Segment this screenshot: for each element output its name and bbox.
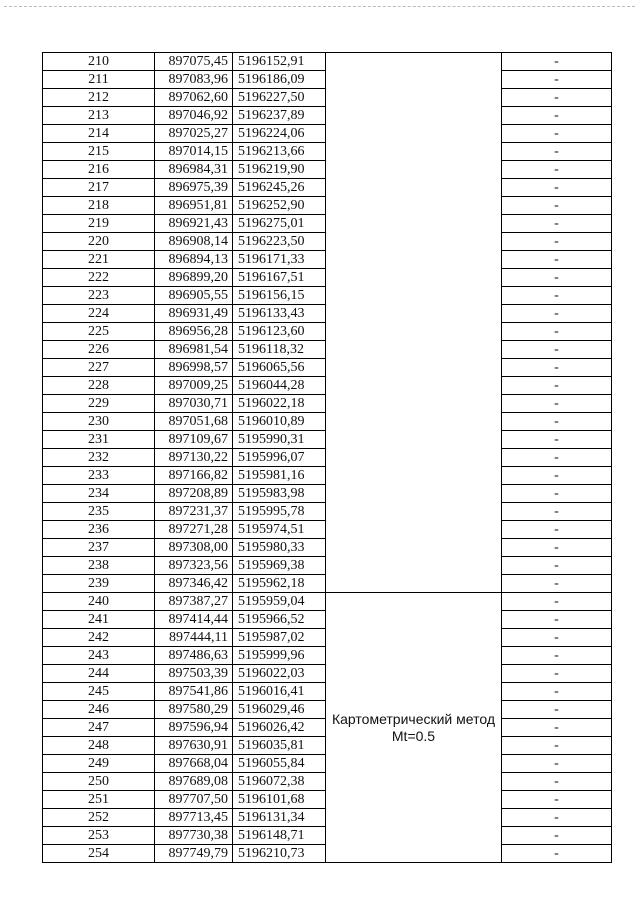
coordinate-y: 5196156,15 <box>233 287 326 305</box>
note-cell: - <box>502 557 612 575</box>
note-cell: - <box>502 737 612 755</box>
coordinate-x: 896975,39 <box>155 179 233 197</box>
point-number: 221 <box>43 251 155 269</box>
note-cell: - <box>502 269 612 287</box>
point-number: 225 <box>43 323 155 341</box>
coordinate-y: 5196213,66 <box>233 143 326 161</box>
note-cell: - <box>502 701 612 719</box>
point-number: 220 <box>43 233 155 251</box>
coordinate-x: 897075,45 <box>155 53 233 71</box>
coordinate-x: 897414,44 <box>155 611 233 629</box>
method-name: Картометрический метод <box>331 710 495 727</box>
coordinate-x: 897486,63 <box>155 647 233 665</box>
coordinates-table-body <box>43 53 612 863</box>
note-cell: - <box>502 431 612 449</box>
coordinate-x: 896998,57 <box>155 359 233 377</box>
coordinate-x: 897713,45 <box>155 809 233 827</box>
note-cell: - <box>502 125 612 143</box>
note-cell: - <box>502 251 612 269</box>
point-number: 242 <box>43 629 155 647</box>
note-cell: - <box>502 845 612 863</box>
coordinate-y: 5196210,73 <box>233 845 326 863</box>
note-cell: - <box>502 773 612 791</box>
coordinate-y: 5196224,06 <box>233 125 326 143</box>
coordinate-y: 5196044,28 <box>233 377 326 395</box>
point-number: 252 <box>43 809 155 827</box>
point-number: 246 <box>43 701 155 719</box>
point-number: 236 <box>43 521 155 539</box>
coordinate-x: 897308,00 <box>155 539 233 557</box>
coordinate-y: 5196072,38 <box>233 773 326 791</box>
coordinate-y: 5196026,42 <box>233 719 326 737</box>
note-cell: - <box>502 503 612 521</box>
coordinate-x: 897208,89 <box>155 485 233 503</box>
coordinate-x: 896951,81 <box>155 197 233 215</box>
coordinate-x: 896894,13 <box>155 251 233 269</box>
point-number: 213 <box>43 107 155 125</box>
coordinate-x: 897749,79 <box>155 845 233 863</box>
coordinate-y: 5196123,60 <box>233 323 326 341</box>
coordinate-x: 897166,82 <box>155 467 233 485</box>
coordinate-x: 897030,71 <box>155 395 233 413</box>
coordinate-y: 5195981,16 <box>233 467 326 485</box>
coordinate-x: 897271,28 <box>155 521 233 539</box>
note-cell: - <box>502 377 612 395</box>
coordinate-x: 897025,27 <box>155 125 233 143</box>
coordinate-y: 5196131,34 <box>233 809 326 827</box>
coordinate-x: 897503,39 <box>155 665 233 683</box>
note-cell: - <box>502 683 612 701</box>
coordinate-x: 897346,42 <box>155 575 233 593</box>
coordinate-y: 5196055,84 <box>233 755 326 773</box>
coordinate-y: 5196245,26 <box>233 179 326 197</box>
coordinate-y: 5195966,52 <box>233 611 326 629</box>
point-number: 231 <box>43 431 155 449</box>
coordinate-y: 5196022,03 <box>233 665 326 683</box>
coordinate-x: 896981,54 <box>155 341 233 359</box>
coordinate-y: 5196022,18 <box>233 395 326 413</box>
table-row <box>43 53 612 71</box>
point-number: 228 <box>43 377 155 395</box>
note-cell: - <box>502 71 612 89</box>
note-cell: - <box>502 89 612 107</box>
coordinate-y: 5195999,96 <box>233 647 326 665</box>
coordinate-x: 897009,25 <box>155 377 233 395</box>
coordinate-x: 897730,38 <box>155 827 233 845</box>
coordinate-y: 5195987,02 <box>233 629 326 647</box>
point-number: 244 <box>43 665 155 683</box>
point-number: 226 <box>43 341 155 359</box>
coordinate-y: 5196133,43 <box>233 305 326 323</box>
point-number: 245 <box>43 683 155 701</box>
point-number: 227 <box>43 359 155 377</box>
coordinate-x: 897596,94 <box>155 719 233 737</box>
coordinate-y: 5195995,78 <box>233 503 326 521</box>
point-number: 218 <box>43 197 155 215</box>
note-cell: - <box>502 287 612 305</box>
coordinate-y: 5195983,98 <box>233 485 326 503</box>
note-cell: - <box>502 539 612 557</box>
scan-top-artifact <box>4 6 635 7</box>
coordinate-x: 896956,28 <box>155 323 233 341</box>
note-cell: - <box>502 179 612 197</box>
coordinate-x: 896921,43 <box>155 215 233 233</box>
coordinate-x: 896905,55 <box>155 287 233 305</box>
note-cell: - <box>502 629 612 647</box>
coordinate-x: 897231,37 <box>155 503 233 521</box>
note-cell: - <box>502 827 612 845</box>
note-cell: - <box>502 593 612 611</box>
coordinate-x: 896899,20 <box>155 269 233 287</box>
point-number: 232 <box>43 449 155 467</box>
note-cell: - <box>502 719 612 737</box>
coordinate-x: 896931,49 <box>155 305 233 323</box>
coordinate-x: 897689,08 <box>155 773 233 791</box>
note-cell: - <box>502 143 612 161</box>
method-cell <box>326 593 502 863</box>
note-cell: - <box>502 53 612 71</box>
point-number: 224 <box>43 305 155 323</box>
point-number: 248 <box>43 737 155 755</box>
method-accuracy: Mt=0.5 <box>391 727 436 744</box>
coordinate-x: 896984,31 <box>155 161 233 179</box>
note-cell: - <box>502 791 612 809</box>
coordinate-y: 5196118,32 <box>233 341 326 359</box>
point-number: 238 <box>43 557 155 575</box>
coordinate-y: 5196237,89 <box>233 107 326 125</box>
point-number: 223 <box>43 287 155 305</box>
note-cell: - <box>502 341 612 359</box>
point-number: 230 <box>43 413 155 431</box>
coordinate-y: 5195974,51 <box>233 521 326 539</box>
point-number: 250 <box>43 773 155 791</box>
coordinate-y: 5196016,41 <box>233 683 326 701</box>
coordinate-y: 5196152,91 <box>233 53 326 71</box>
point-number: 249 <box>43 755 155 773</box>
note-cell: - <box>502 305 612 323</box>
coordinate-y: 5196010,89 <box>233 413 326 431</box>
point-number: 235 <box>43 503 155 521</box>
point-number: 239 <box>43 575 155 593</box>
note-cell: - <box>502 215 612 233</box>
note-cell: - <box>502 809 612 827</box>
note-cell: - <box>502 611 612 629</box>
point-number: 217 <box>43 179 155 197</box>
coordinate-x: 897062,60 <box>155 89 233 107</box>
point-number: 214 <box>43 125 155 143</box>
note-cell: - <box>502 575 612 593</box>
point-number: 240 <box>43 593 155 611</box>
note-cell: - <box>502 755 612 773</box>
note-cell: - <box>502 485 612 503</box>
point-number: 210 <box>43 53 155 71</box>
coordinate-y: 5196148,71 <box>233 827 326 845</box>
coordinate-y: 5195996,07 <box>233 449 326 467</box>
point-number: 234 <box>43 485 155 503</box>
coordinate-x: 897707,50 <box>155 791 233 809</box>
coordinate-y: 5196186,09 <box>233 71 326 89</box>
coordinate-y: 5195980,33 <box>233 539 326 557</box>
coordinates-table <box>42 52 612 863</box>
coordinate-y: 5195990,31 <box>233 431 326 449</box>
note-cell: - <box>502 233 612 251</box>
note-cell: - <box>502 359 612 377</box>
point-number: 247 <box>43 719 155 737</box>
note-cell: - <box>502 665 612 683</box>
note-cell: - <box>502 647 612 665</box>
coordinate-y: 5196035,81 <box>233 737 326 755</box>
coordinate-y: 5196275,01 <box>233 215 326 233</box>
coordinate-y: 5195969,38 <box>233 557 326 575</box>
coordinate-x: 897046,92 <box>155 107 233 125</box>
note-cell: - <box>502 521 612 539</box>
point-number: 237 <box>43 539 155 557</box>
point-number: 212 <box>43 89 155 107</box>
note-cell: - <box>502 161 612 179</box>
point-number: 219 <box>43 215 155 233</box>
coordinate-y: 5196227,50 <box>233 89 326 107</box>
coordinate-x: 897541,86 <box>155 683 233 701</box>
coordinate-x: 897668,04 <box>155 755 233 773</box>
coordinate-y: 5196167,51 <box>233 269 326 287</box>
coordinate-y: 5196171,33 <box>233 251 326 269</box>
coordinate-x: 897630,91 <box>155 737 233 755</box>
coordinate-x: 897083,96 <box>155 71 233 89</box>
coordinate-x: 897444,11 <box>155 629 233 647</box>
coordinate-y: 5196252,90 <box>233 197 326 215</box>
note-cell: - <box>502 467 612 485</box>
note-cell: - <box>502 395 612 413</box>
coordinate-x: 897051,68 <box>155 413 233 431</box>
note-cell: - <box>502 449 612 467</box>
coordinate-y: 5196223,50 <box>233 233 326 251</box>
note-cell: - <box>502 197 612 215</box>
point-number: 253 <box>43 827 155 845</box>
coordinate-x: 897323,56 <box>155 557 233 575</box>
coordinate-y: 5196101,68 <box>233 791 326 809</box>
coordinate-x: 897014,15 <box>155 143 233 161</box>
point-number: 211 <box>43 71 155 89</box>
point-number: 233 <box>43 467 155 485</box>
coordinate-y: 5196219,90 <box>233 161 326 179</box>
point-number: 243 <box>43 647 155 665</box>
coordinate-x: 897387,27 <box>155 593 233 611</box>
point-number: 251 <box>43 791 155 809</box>
note-cell: - <box>502 413 612 431</box>
coordinate-x: 897109,67 <box>155 431 233 449</box>
point-number: 215 <box>43 143 155 161</box>
point-number: 222 <box>43 269 155 287</box>
table-row <box>43 593 612 611</box>
coordinate-x: 897130,22 <box>155 449 233 467</box>
coordinate-y: 5196065,56 <box>233 359 326 377</box>
coordinate-y: 5195962,18 <box>233 575 326 593</box>
note-cell: - <box>502 107 612 125</box>
point-number: 229 <box>43 395 155 413</box>
note-cell: - <box>502 323 612 341</box>
coordinate-y: 5195959,04 <box>233 593 326 611</box>
coordinate-x: 896908,14 <box>155 233 233 251</box>
point-number: 241 <box>43 611 155 629</box>
point-number: 254 <box>43 845 155 863</box>
coordinate-x: 897580,29 <box>155 701 233 719</box>
method-cell-blank <box>326 53 502 593</box>
point-number: 216 <box>43 161 155 179</box>
coordinate-y: 5196029,46 <box>233 701 326 719</box>
